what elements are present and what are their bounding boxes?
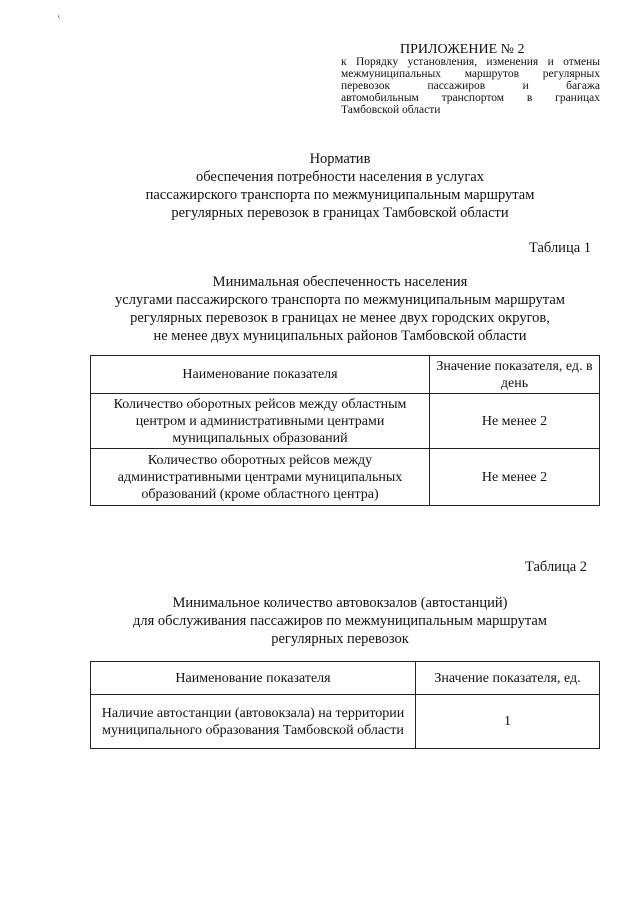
- caption-line: для обслуживания пассажиров по межмуниципальным маршрутам: [133, 613, 547, 629]
- table1-row1-name: Количество оборотных рейсов между областным центром и административными центрами муниципальных образований: [91, 394, 430, 449]
- caption-line: регулярных перевозок в границах не менее двух городских округов,: [130, 310, 550, 326]
- table2-row1-name: Наличие автостанции (автовокзала) на территории муниципального образования Тамбовской области: [91, 695, 416, 749]
- heading-line: Норматив: [309, 151, 371, 167]
- table-row: [91, 449, 600, 506]
- appendix-line: Тамбовской области: [341, 104, 441, 116]
- table1-row2-name: Количество оборотных рейсов между административными центрами муниципальных образований (кроме областного центра): [91, 449, 430, 506]
- table1: [90, 355, 600, 506]
- heading-line: пассажирского транспорта по межмуниципальным маршрутам: [145, 187, 535, 203]
- caption-line: Минимальное количество автовокзалов (автостанций): [172, 595, 508, 611]
- table2-caption: [40, 594, 640, 648]
- appendix-line: межмуниципальных маршрутов регулярных: [341, 68, 600, 80]
- heading-line: обеспечения потребности населения в услугах: [196, 169, 484, 185]
- table2-row1-value: 1: [416, 695, 600, 749]
- table1-caption: [40, 273, 640, 345]
- caption-line: не менее двух муниципальных районов Тамбовской области: [153, 328, 527, 344]
- appendix-line: к Порядку установления, изменения и отмены: [341, 56, 600, 68]
- table1-row2-value: Не менее 2: [430, 449, 600, 506]
- corner-mark: ‹: [55, 9, 63, 23]
- table1-header-name: Наименование показателя: [91, 356, 430, 394]
- appendix-body: [341, 56, 600, 116]
- table1-row1-value: Не менее 2: [430, 394, 600, 449]
- table1-label: Таблица 1: [529, 240, 592, 256]
- caption-line: Минимальная обеспеченность населения: [212, 274, 468, 290]
- table2-label: Таблица 2: [525, 559, 588, 575]
- table2: [90, 661, 600, 749]
- appendix-line: автомобильным транспортом в границах: [341, 92, 600, 104]
- table-row: [91, 394, 600, 449]
- appendix-title: ПРИЛОЖЕНИЕ № 2: [400, 42, 525, 57]
- document-heading: [40, 150, 640, 222]
- caption-line: регулярных перевозок: [271, 631, 409, 647]
- caption-line: услугами пассажирского транспорта по межмуниципальным маршрутам: [115, 292, 565, 308]
- table1-header-value: Значение показателя, ед. в день: [430, 356, 600, 394]
- table-row: [91, 695, 600, 749]
- appendix-line: перевозок пассажиров и багажа: [341, 80, 600, 92]
- table2-header-value: Значение показателя, ед.: [416, 662, 600, 695]
- table2-header-name: Наименование показателя: [91, 662, 416, 695]
- heading-line: регулярных перевозок в границах Тамбовской области: [171, 205, 509, 221]
